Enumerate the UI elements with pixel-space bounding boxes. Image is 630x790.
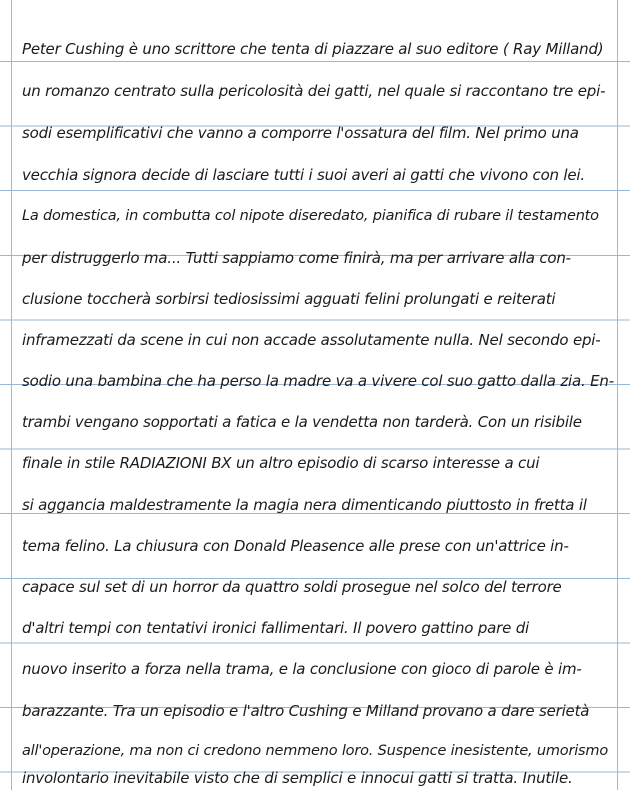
handwritten-line-7: clusione toccherà sorbirsi tediosissimi agguati felini prolungati e reiterati [22,290,556,308]
handwritten-line-5: La domestica, in combutta col nipote diseredato, pianifica di rubare il testamento [22,208,599,224]
handwritten-line-9: sodio una bambina che ha perso la madre va a vivere col suo gatto dalla zia. En- [22,372,614,390]
handwritten-line-3: sodi esemplificativi che vanno a comporre l'ossatura del film. Nel primo una [22,124,579,142]
left-margin-line [11,0,12,790]
handwritten-line-12: si aggancia maldestramente la magia nera dimenticando piuttosto in fretta il [22,496,587,514]
handwritten-line-19: involontario inevitabile visto che di semplici e innocui gatti si tratta. Inutile. [22,769,573,787]
handwritten-line-6: per distruggerlo ma... Tutti sappiamo come finirà, ma per arrivare alla con- [22,249,571,267]
handwritten-line-1: Peter Cushing è uno scrittore che tenta di piazzare al suo editore ( Ray Milland) [22,40,604,58]
handwritten-line-2: un romanzo centrato sulla pericolosità dei gatti, nel quale si raccontano tre epi- [22,82,606,100]
right-margin-line [617,0,618,790]
handwritten-line-18: all'operazione, ma non ci credono nemmeno loro. Suspence inesistente, umorismo [22,743,608,759]
handwritten-line-14: capace sul set di un horror da quattro soldi prosegue nel solco del terrore [22,578,562,596]
handwritten-line-13: tema felino. La chiusura con Donald Pleasence alle prese con un'attrice in- [22,537,569,555]
handwritten-line-4: vecchia signora decide di lasciare tutti i suoi averi ai gatti che vivono con lei. [22,166,585,184]
handwritten-line-11: finale in stile RADIAZIONI BX un altro episodio di scarso interesse a cui [22,454,540,472]
handwritten-line-17: barazzante. Tra un episodio e l'altro Cushing e Milland provano a dare serietà [22,702,590,720]
handwritten-line-10: trambi vengano sopportati a fatica e la vendetta non tarderà. Con un risibile [22,413,582,431]
handwritten-line-15: d'altri tempi con tentativi ironici fallimentari. Il povero gattino pare di [22,619,529,637]
handwritten-line-8: inframezzati da scene in cui non accade assolutamente nulla. Nel secondo epi- [22,331,601,349]
handwritten-line-16: nuovo inserito a forza nella trama, e la conclusione con gioco di parole è im- [22,660,582,678]
